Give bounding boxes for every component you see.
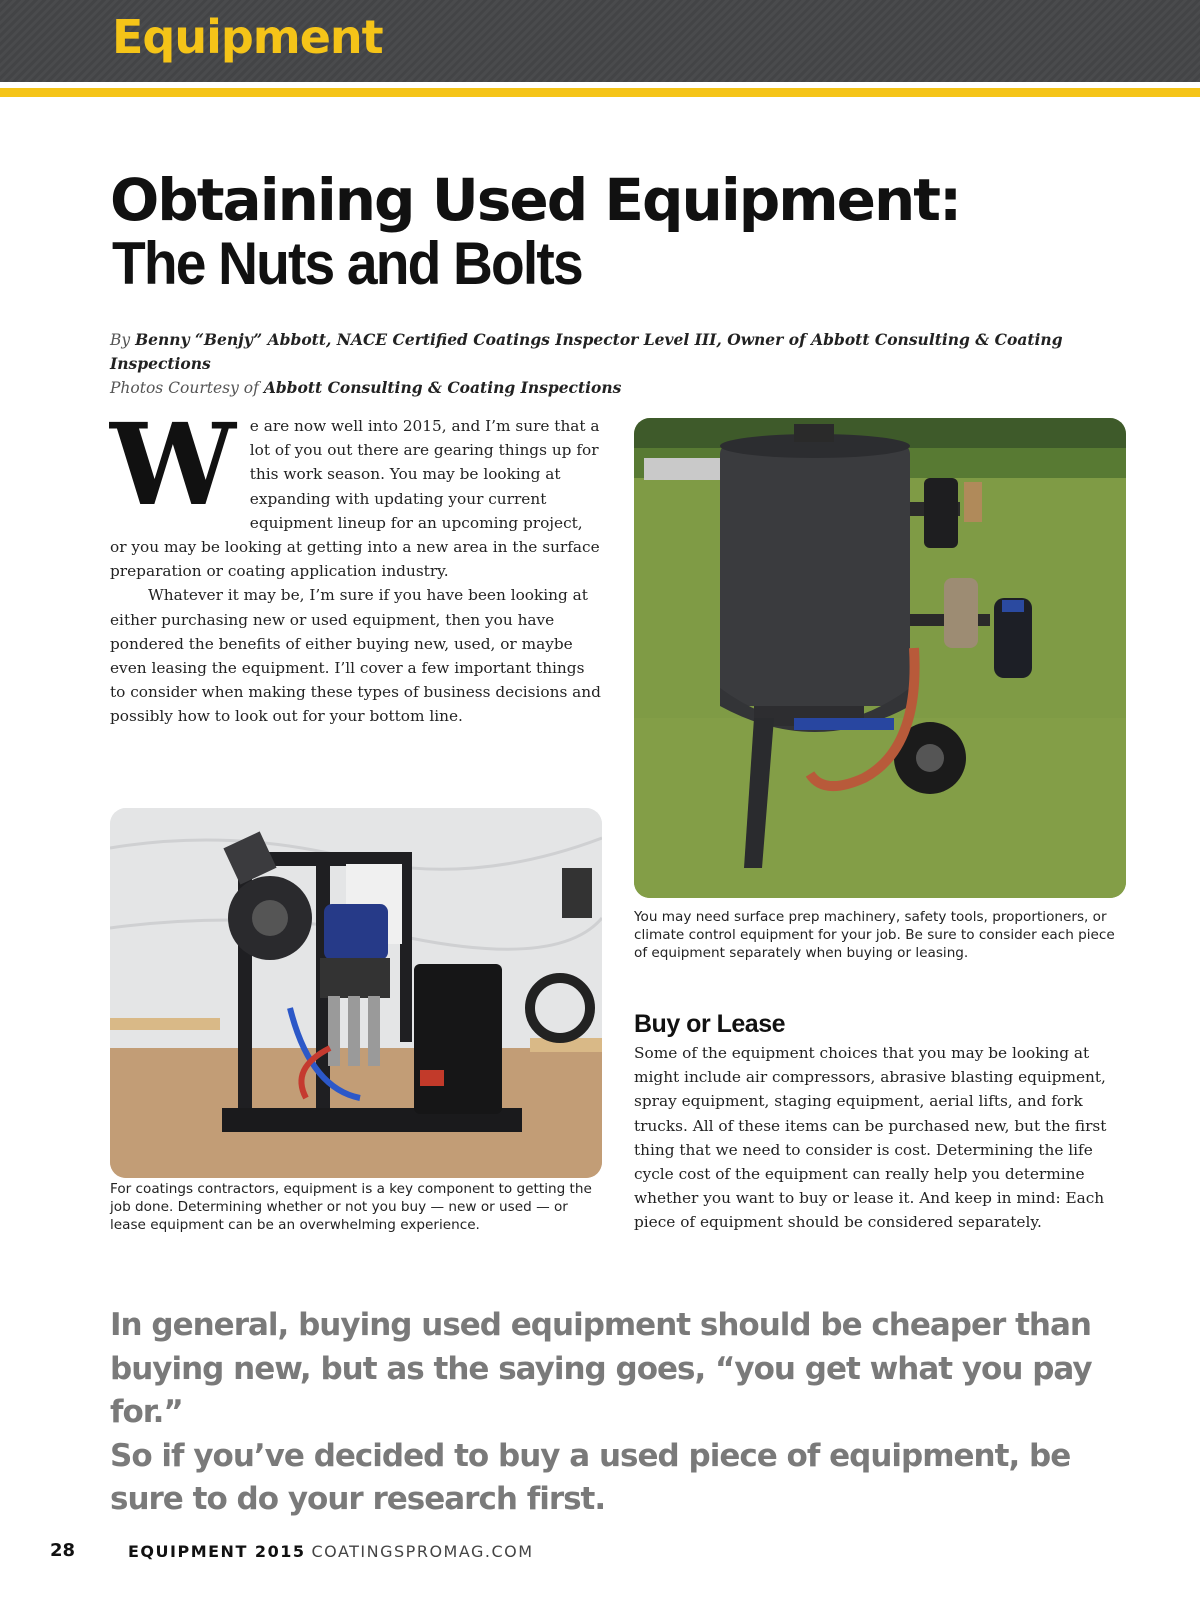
photo-caption-left: For coatings contractors, equipment is a key component to getting the job done. Determining whether or not you buy — new or used — or lease equipment can be an overwhelming experience. [110, 1181, 592, 1233]
pull-quote-line-2: So if you’ve decided to buy a used piece of equipment, be sure to do your research first. [110, 1437, 1071, 1517]
spray-rig-illustration [110, 808, 602, 1178]
section-subhead: Buy or Lease [634, 1010, 786, 1038]
photo-credit-line [110, 376, 1090, 400]
drop-cap: W [110, 400, 236, 531]
photo-credit: Abbott Consulting & Coating Inspections [263, 378, 622, 397]
page-number: 28 [50, 1540, 76, 1561]
buy-or-lease-paragraph: Some of the equipment choices that you may be looking at might include air compressors, abrasive blasting equipment, spray equipment, staging equipment, aerial lifts, and fork trucks. All of these items can be purchased new, but the first thing that we need to consider is cost. Determining the life cycle cost of the equipment can really help you determine whether you want to buy or lease it. And keep in mind: Each piece of equipment should be considered separately. [634, 1044, 1107, 1232]
article-subtitle: The Nuts and Bolts [112, 230, 582, 297]
footer-site: COATINGSPROMAG.COM [311, 1542, 534, 1561]
photo-credit-lead: Photos Courtesy of [110, 379, 264, 397]
footer-issue: EQUIPMENT 2015 [128, 1542, 306, 1561]
byline-by: By [110, 331, 136, 349]
spray-rig-photo [110, 808, 602, 1178]
photo-caption-right: You may need surface prep machinery, safety tools, proportioners, or climate control equipment for your job. Be sure to consider each piece of equipment separately when buying or leasing. [634, 909, 1115, 961]
buy-or-lease-column [634, 1041, 1128, 1235]
section-label: Equipment [112, 10, 383, 64]
blast-pot-illustration [634, 418, 1126, 898]
blast-pot-photo [634, 418, 1126, 898]
footer-issue-line [128, 1542, 534, 1561]
pull-quote-line-1: In general, buying used equipment should be cheaper than buying new, but as the saying goes, “you get what you pay for.” [110, 1307, 1092, 1430]
header-accent-rule [0, 88, 1200, 97]
intro-column [110, 400, 602, 729]
author-line [110, 328, 1090, 376]
byline-author: Benny “Benjy” Abbott, NACE Certified Coatings Inspector Level III, Owner of Abbott Consulting & Coating Inspections [110, 330, 1063, 373]
pull-quote [110, 1304, 1110, 1522]
intro-paragraph-1-text: e are now well into 2015, and I’m sure that a lot of you out there are gearing things up for this work season. You may be looking at expanding with updating your current equipment lineup for an upcoming project, or you may be looking at getting into a new area in the surface preparation or coating application industry. [110, 417, 600, 581]
intro-paragraph-1 [110, 400, 602, 583]
intro-paragraph-2: Whatever it may be, I’m sure if you have been looking at either purchasing new or used equipment, then you have pondered the benefits of either buying new, used, or maybe even leasing the equipment. I’ll cover a few important things to consider when making these types of business decisions and possibly how to look out for your bottom line. [110, 586, 601, 726]
byline [110, 328, 1090, 400]
article-title: Obtaining Used Equipment: [110, 166, 961, 234]
